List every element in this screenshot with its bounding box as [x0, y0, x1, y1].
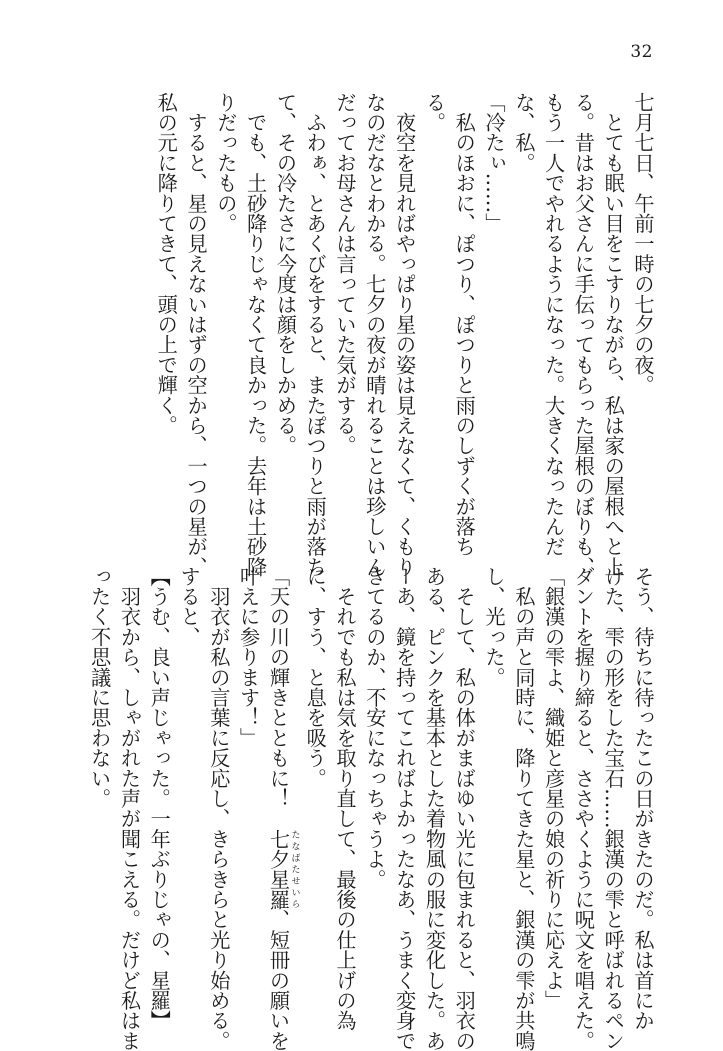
page-number: 32: [630, 42, 653, 62]
text-column: きてるのか、不安になっちゃうよ。: [362, 566, 387, 890]
text-column: すると、: [177, 566, 202, 647]
text-column: 羽衣が私の言葉に反応し、きらきらと光り始める。: [206, 566, 231, 1051]
text-column: でも、土砂降りじゃなくて良かった。去年は土砂降: [243, 92, 268, 577]
text-column: そう、待ちに待ったこの日がきたのだ。私は首にか: [631, 566, 655, 1031]
ruby-suffix: 、短冊の願いを: [266, 909, 291, 1051]
text-column: もう一人でやれるようになった。大きくなったんだ: [541, 92, 566, 557]
text-column: に、すう、と息を吸う。: [303, 566, 328, 789]
text-column: て、その冷たさに今度は顔をしかめる。: [273, 92, 298, 456]
bottom-text-block: [37, 566, 657, 1051]
text-column: だってお母さんは言っていた気がする。: [333, 92, 358, 456]
text-column: る。昔はお父さんに手伝ってもらった屋根のぼりも、: [571, 92, 596, 577]
ruby-prefix: 「天の川の輝きとともに！: [266, 566, 291, 829]
text-column: し、光った。: [482, 566, 507, 688]
text-column: ある、ピンクを基本とした着物風の服に変化した。あ: [422, 566, 447, 1051]
text-column: 「冷たぃ……」: [482, 92, 507, 234]
text-column: 「銀漢の雫よ、織姫と彦星の娘の祈りに応えよ」: [541, 566, 566, 1011]
text-column: すると、星の見えないはずの空から、一つの星が、: [184, 92, 209, 577]
text-column: 叶えに参ります！」: [236, 566, 261, 748]
text-column: 私の声と同時に、降りてきた星と、銀漢の雫が共鳴: [511, 566, 536, 1051]
text-column: それでも私は気を取り直して、最後の仕上げの為: [333, 566, 358, 1031]
text-column: ダントを握り締ると、ささやくように呪文を唱えた。: [571, 566, 596, 1051]
ruby-reading: たなばたせいら: [289, 828, 300, 910]
text-column: けた、雫の形をした宝石……銀漢の雫と呼ばれるペン: [601, 566, 626, 1051]
text-column: 七月七日、午前一時の七夕の夜。: [631, 92, 655, 395]
text-column: なのだなとわかる。七夕の夜が晴れることは珍しいん: [362, 92, 387, 577]
text-column: 【うむ、良い声じゃった。一年ぶりじゃの、星羅】: [147, 566, 172, 1031]
text-column: ーあ、鏡を持ってこればよかったなあ、うまく変身で: [392, 566, 417, 1051]
text-column: な、私。: [511, 92, 536, 173]
text-column: とても眠い目をこすりながら、私は家の屋根へと上: [601, 92, 626, 577]
top-text-block: [37, 92, 657, 577]
text-column-ruby: [263, 566, 300, 1051]
text-column: る。: [422, 92, 447, 133]
ruby-name: [266, 828, 300, 910]
text-column: 私の元に降りてきて、頭の上で輝く。: [154, 92, 179, 436]
text-column: りだったもの。: [213, 92, 238, 234]
text-column: ふわぁ、とあくびをすると、またぽつりと雨が落ち: [303, 92, 328, 577]
ruby-base: 七夕星羅: [266, 828, 291, 910]
text-column: 羽衣から、しゃがれた声が聞こえる。だけど私はま: [117, 566, 142, 1051]
text-column: 夜空を見ればやっぱり星の姿は見えなくて、くもり: [392, 92, 417, 577]
text-column: そして、私の体がまばゆい光に包まれると、羽衣の: [452, 566, 477, 1051]
text-column: ったく不思議に思わない。: [87, 566, 112, 809]
text-column: 私のほおに、ぽつり、ぽつりと雨のしずくが落ち: [452, 92, 477, 557]
